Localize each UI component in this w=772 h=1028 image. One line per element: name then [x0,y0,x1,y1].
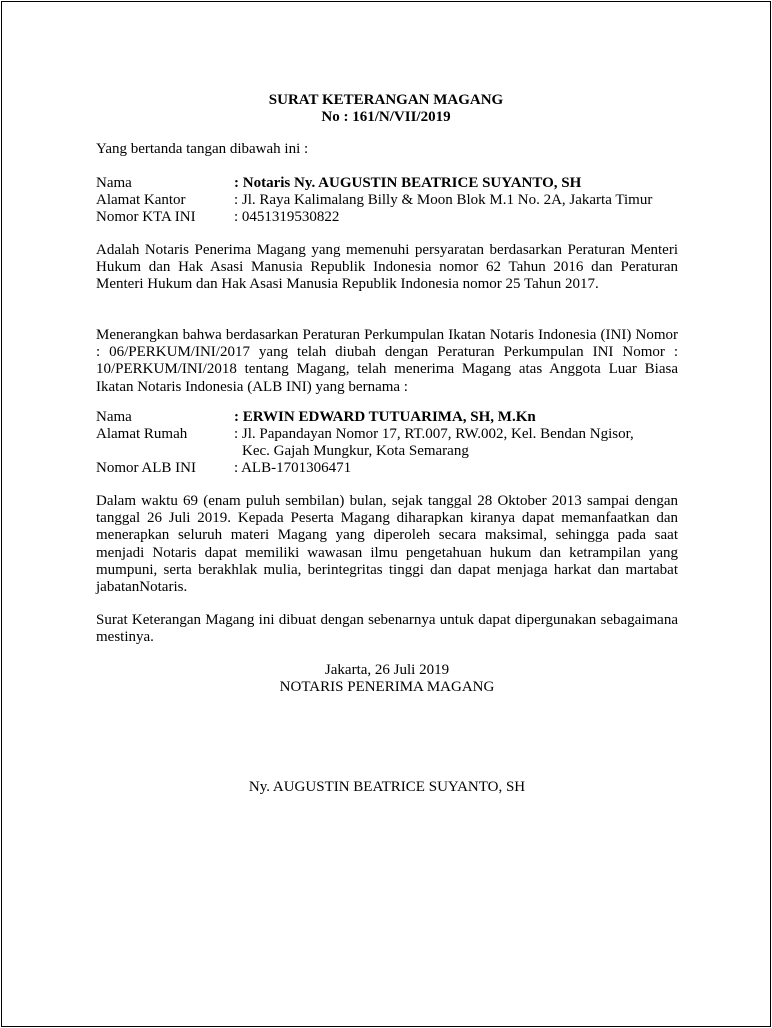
signatory-name: Ny. AUGUSTIN BEATRICE SUYANTO, SH [248,779,526,795]
intern-alb-value: : ALB-1701306471 [234,460,352,476]
intro-text: Yang bertanda tangan dibawah ini : [96,141,309,157]
intern-name-label: Nama [96,409,132,425]
letter-title: SURAT KETERANGAN MAGANG [268,92,504,108]
signer-role: NOTARIS PENERIMA MAGANG [279,679,495,695]
letter-page [1,1,771,1027]
intern-alb-label: Nomor ALB INI [96,460,196,476]
place-date: Jakarta, 26 Juli 2019 [324,662,450,678]
intern-name-value: : ERWIN EDWARD TUTUARIMA, SH, M.Kn [234,409,536,425]
notary-office-label: Alamat Kantor [96,192,186,208]
notary-office-value: : Jl. Raya Kalimalang Billy & Moon Blok M.1 No. 2A, Jakarta Timur [234,192,653,208]
paragraph-regulation: Menerangkan bahwa berdasarkan Peraturan Perkumpulan Ikatan Notaris Indonesia (INI) Nomor : 06/PERKUM/INI/2017 yang telah diubah dengan Peraturan Perkumpulan INI Nomor : 10/PERKUM/INI/2018 tentang Magang, telah menerima Magang atas Anggota Luar Biasa Ikatan Notaris Indonesia (ALB INI) yang bernama : [96,327,678,395]
notary-name-label: Nama [96,175,132,191]
intern-address-line1: : Jl. Papandayan Nomor 17, RT.007, RW.002, Kel. Bendan Ngisor, [234,426,634,442]
notary-kta-label: Nomor KTA INI [96,209,196,225]
notary-name-value: : Notaris Ny. AUGUSTIN BEATRICE SUYANTO, SH [234,175,582,191]
intern-address-line2: Kec. Gajah Mungkur, Kota Semarang [242,443,469,459]
intern-address-label: Alamat Rumah [96,426,188,442]
paragraph-statement: Surat Keterangan Magang ini dibuat dengan sebenarnya untuk dapat dipergunakan sebagaimana mestinya. [96,612,678,646]
paragraph-qualification: Adalah Notaris Penerima Magang yang memenuhi persyaratan berdasarkan Peraturan Menteri Hukum dan Hak Asasi Manusia Republik Indonesia nomor 62 Tahun 2016 dan Peraturan Menteri Hukum dan Hak Asasi Manusia Republik Indonesia nomor 25 Tahun 2017. [96,242,678,293]
paragraph-duration: Dalam waktu 69 (enam puluh sembilan) bulan, sejak tanggal 28 Oktober 2013 sampai dengan tanggal 26 Juli 2019. Kepada Peserta Magang diharapkan kiranya dapat memanfaatkan dan menerapkan seluruh materi Magang yang diperoleh secara maksimal, sehingga pada saat menjadi Notaris dapat memiliki wawasan ilmu pengetahuan hukum dan ketrampilan yang mumpuni, serta berakhlak mulia, berintegritas tinggi dan dapat menjaga harkat dan martabat jabatanNotaris. [96,493,678,596]
letter-number: No : 161/N/VII/2019 [321,109,451,125]
notary-kta-value: : 0451319530822 [234,209,340,225]
